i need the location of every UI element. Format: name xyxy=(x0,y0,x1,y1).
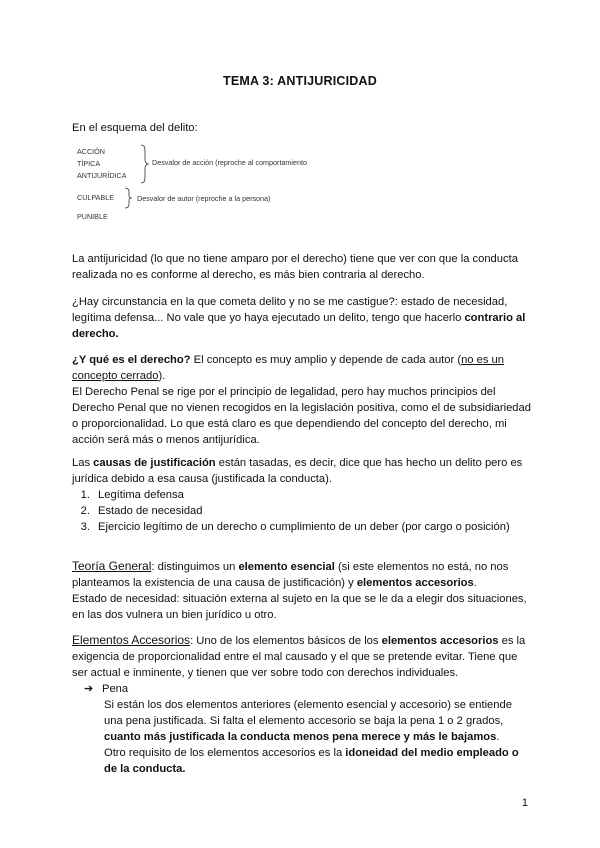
p5-t1: : distinguimos un xyxy=(151,561,239,573)
scheme-item-accion: ACCIÓN xyxy=(77,147,105,156)
scheme-items-1 xyxy=(77,146,127,182)
p3-text: El concepto es muy amplio y depende de cada autor ( xyxy=(190,354,462,366)
p6-t2: es la exigencia de proporcionalidad entre el mal causado y el que se pretende evitar. Tiene que ser actual e inminente, y tienen que ver sobre todo con derechos individuales. xyxy=(72,635,526,679)
paragraph-teoria-general xyxy=(72,558,532,623)
p4-text: están tasadas, es decir, dice que has hecho un delito pero es jurídica debido a esa causa (justificada la conducta). xyxy=(72,457,523,485)
p5-b2: elementos accesorios xyxy=(356,577,474,589)
paragraph-causas xyxy=(72,455,532,535)
scheme-item-culpable: CULPABLE xyxy=(77,193,115,202)
p3-underlined: no es un concepto cerrado xyxy=(72,354,504,382)
list-number: 3. xyxy=(80,521,90,533)
p6-s2: Otro requisito de los elementos accesorios es la xyxy=(104,747,346,759)
scheme-brace-2 xyxy=(124,187,134,209)
p5-t3: . xyxy=(473,577,477,589)
scheme-note-1: Desvalor de acción (reproche al comportamiento xyxy=(152,158,308,167)
pena-detail xyxy=(72,697,532,777)
bullet-pena: Pena xyxy=(102,683,129,695)
paragraph-circunstancias xyxy=(72,294,532,342)
list-number: 1. xyxy=(80,489,90,501)
p6-sb: cuanto más justificada la conducta menos pena merece y más le bajamos xyxy=(104,731,497,743)
scheme-brace-1 xyxy=(140,144,150,184)
scheme-note-2: Desvalor de autor (reproche a la persona) xyxy=(137,194,271,203)
intro-text: En el esquema del delito: xyxy=(72,122,198,134)
list-text: Estado de necesidad xyxy=(98,505,203,517)
p4-bold: causas de justificación xyxy=(93,457,216,469)
list-number: 2. xyxy=(80,505,90,517)
p2-bold: contrario al derecho. xyxy=(72,312,526,340)
p4-pre: Las xyxy=(72,457,94,469)
list-item xyxy=(72,503,532,519)
list-text: Legítima defensa xyxy=(98,489,184,501)
list-item xyxy=(72,519,532,535)
heading-teoria-general: Teoría General xyxy=(72,559,152,573)
causas-list xyxy=(72,487,532,535)
p3-rest: El Derecho Penal se rige por el principio de legalidad, pero hay muchos principios del Derecho Penal que no vienen recogidos en la legislación positiva, como el de subsidiariedad o proporcionalidad. Lo que está claro es que dependiendo del concepto del derecho, mi acción será más o menos antijurídica. xyxy=(72,386,531,446)
p6-s2b: idoneidad del medio empleado o de la conducta. xyxy=(104,747,519,775)
page-title: TEMA 3: ANTIJURICIDAD xyxy=(223,74,377,88)
list-item xyxy=(72,487,532,503)
p5-t2: (si este elementos no está, no nos planteamos la existencia de una causa de justificación) y xyxy=(72,561,509,589)
p6-s1end: . xyxy=(496,731,500,743)
paragraph-elementos-accesorios xyxy=(72,632,532,777)
p2-text: ¿Hay circunstancia en la que cometa delito y no se me castigue?: estado de necesidad, legítima defensa... No vale que yo haya ejecutado un delito, tengo que hacerlo xyxy=(72,296,508,324)
paragraph-antijuricidad: La antijuricidad (lo que no tiene amparo por el derecho) tiene que ver con que la conducta realizada no es conforme al derecho, es más bien contraria al derecho. xyxy=(72,253,518,281)
p3-question: ¿Y qué es el derecho? xyxy=(72,354,191,366)
p6-s1: Si están los dos elementos anteriores (elemento esencial y accesorio) se entiende una pena justificada. Si falta el elemento accesorio se baja la pena 1 o 2 grados, xyxy=(104,699,512,727)
p3-end: ). xyxy=(158,370,166,382)
list-text: Ejercicio legítimo de un derecho o cumplimiento de un deber (por cargo o posición) xyxy=(98,521,510,533)
p6-b1: elementos accesorios xyxy=(381,635,499,647)
page-number: 1 xyxy=(521,797,528,809)
p5-b1: elemento esencial xyxy=(238,561,335,573)
p5-line2: Estado de necesidad: situación externa al sujeto en la que se le da a elegir dos situaciones, en las dos vulnera un bien jurídico u otro. xyxy=(72,593,527,621)
paragraph-derecho xyxy=(72,352,532,448)
p6-t1: : Uno de los elementos básicos de los xyxy=(190,635,382,647)
scheme-item-antijuridica: ANTIJURÍDICA xyxy=(77,171,127,180)
scheme-item-punible: PUNIBLE xyxy=(77,212,108,221)
pena-bullet xyxy=(72,681,532,697)
scheme-item-tipica: TÍPICA xyxy=(77,159,101,168)
heading-elementos-accesorios: Elementos Accesorios xyxy=(72,633,191,647)
arrow-icon: ➔ xyxy=(84,683,94,695)
